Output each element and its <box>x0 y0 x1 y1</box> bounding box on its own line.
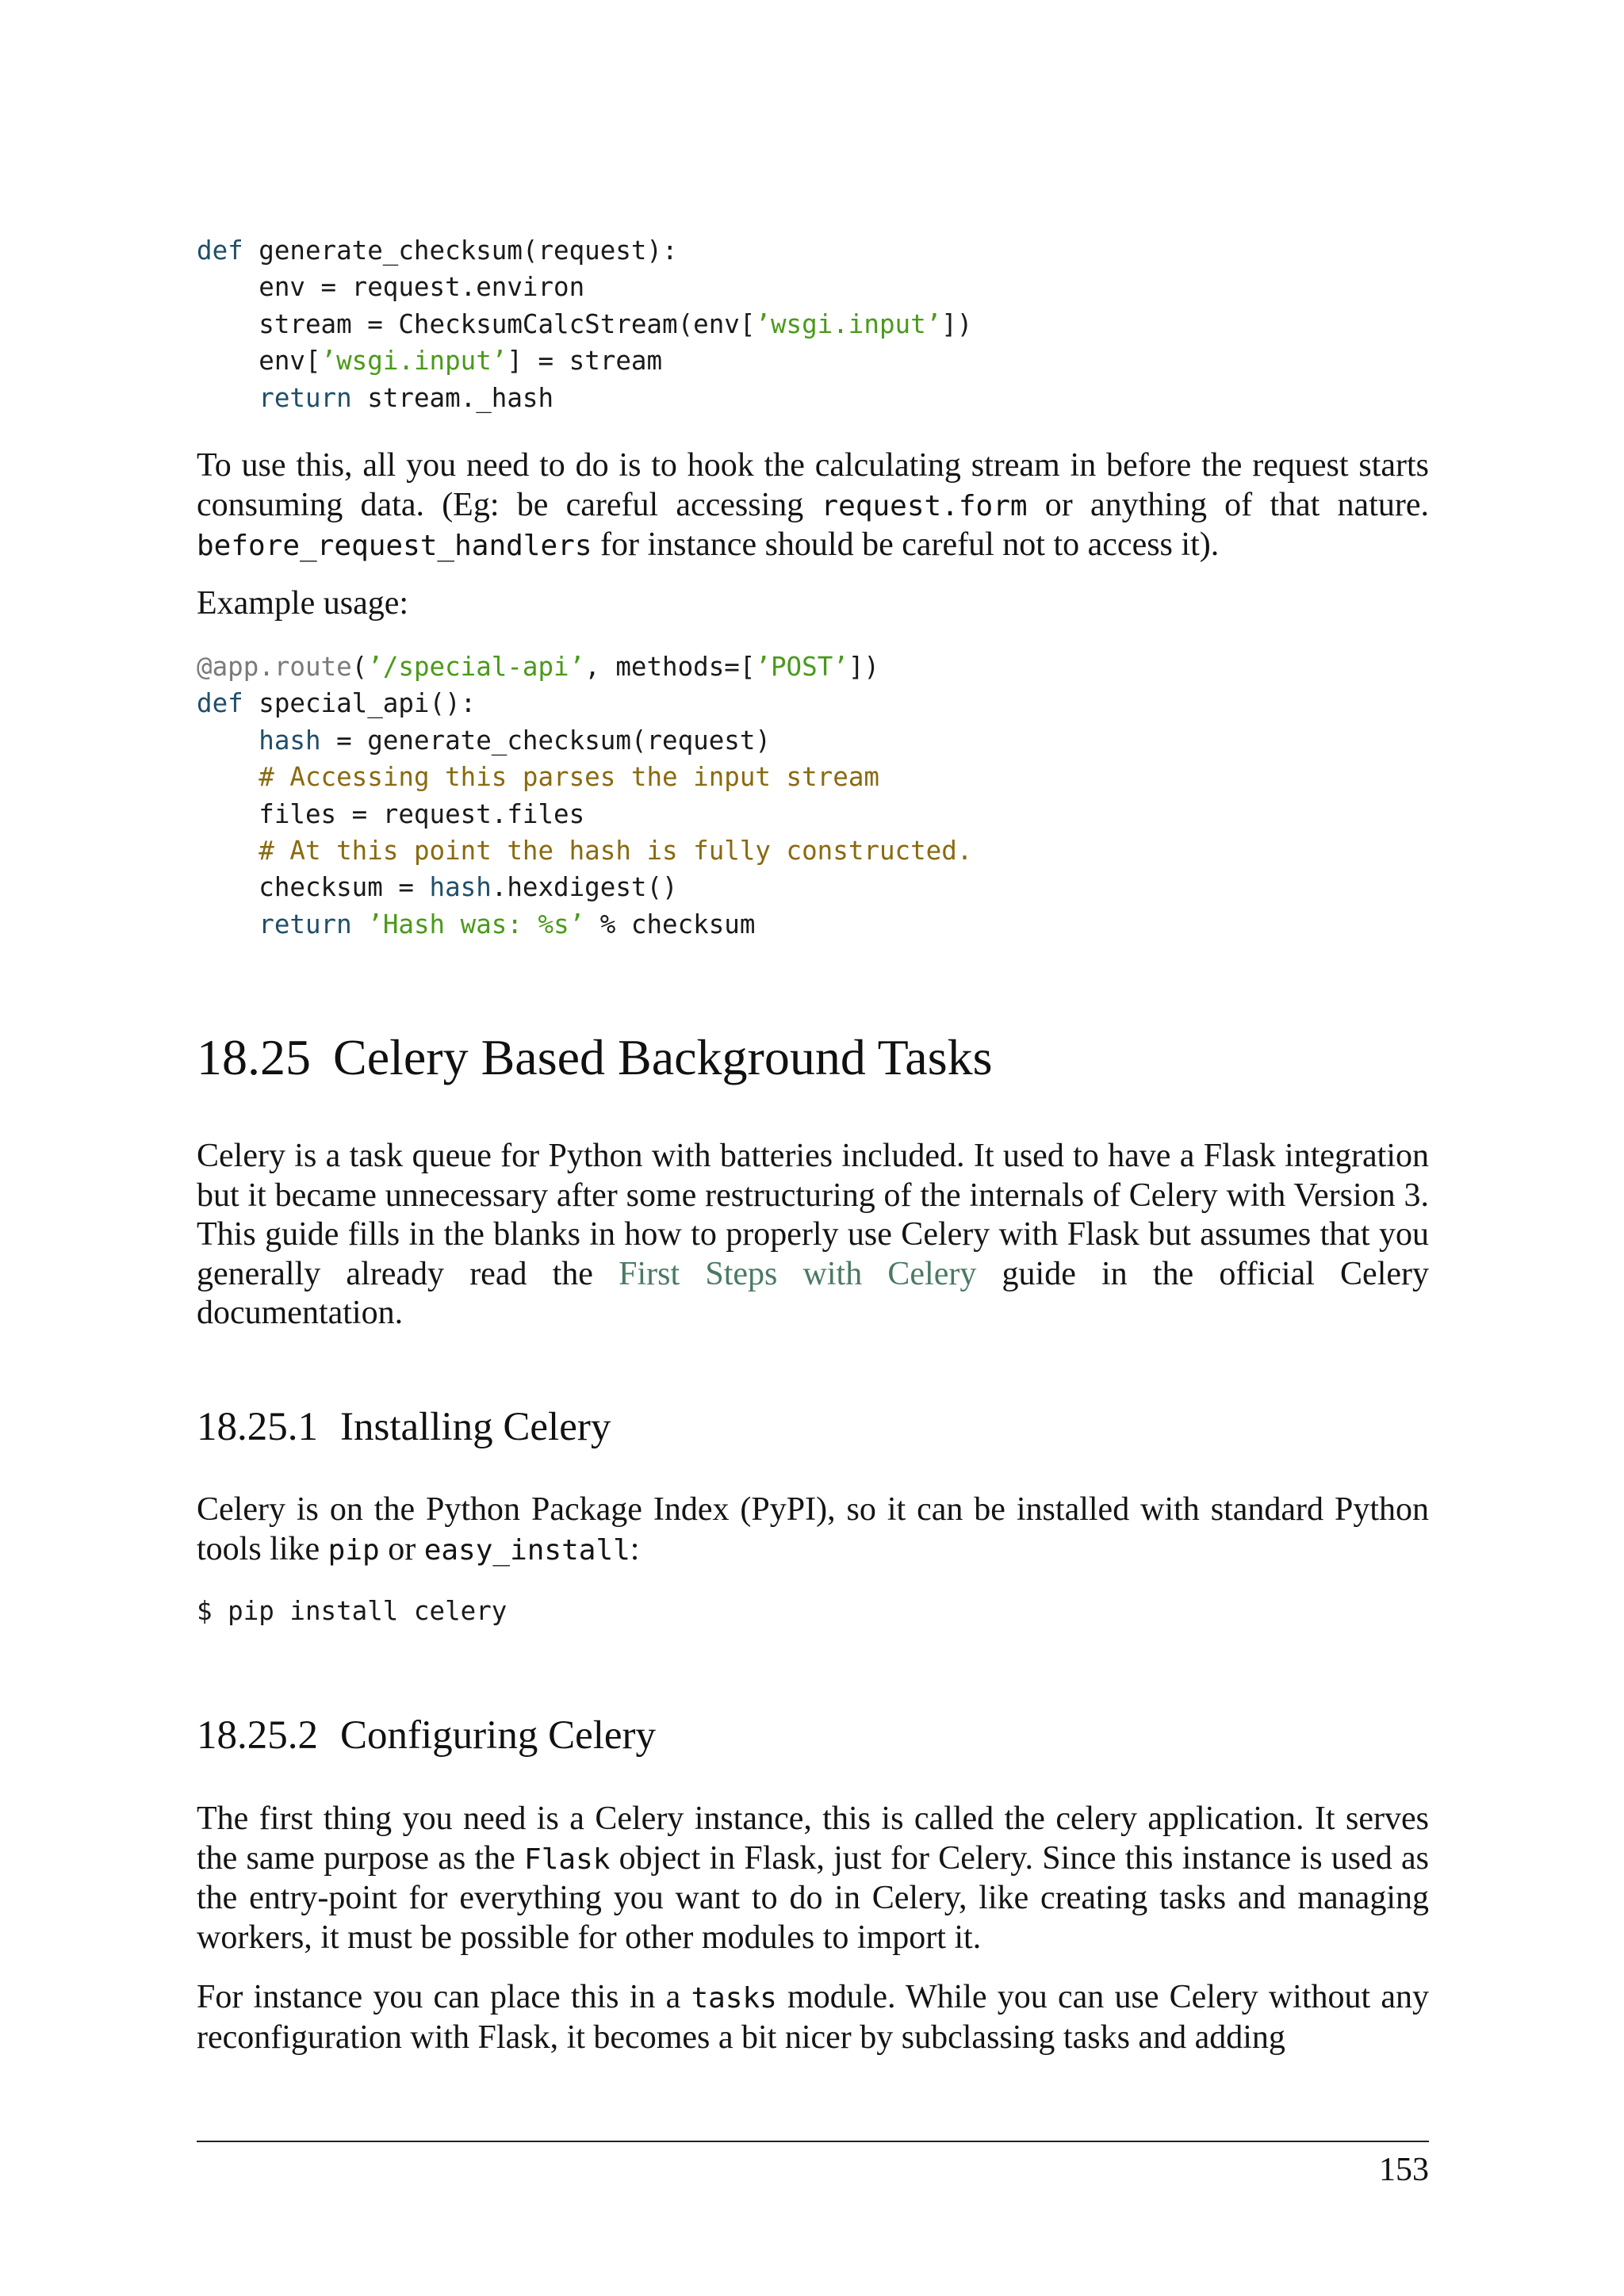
code-block-pip-install: $ pip install celery <box>197 1596 508 1626</box>
paragraph-tasks-module: For instance you can place this in a tasks module. While you can use Celery without any reconfiguration with Flask, it becomes a bit nicer by subclassing tasks and adding <box>197 1979 1429 2056</box>
subsection-heading-configuring: 18.25.2 Configuring Celery <box>197 1713 657 1758</box>
paragraph-celery-intro: Celery is a task queue for Python with batteries included. It used to have a Flask integration but it became unnecessary after some restructuring of the internals of Celery with Version 3. This guide fills in the blanks in how to properly use Celery with Flask but assumes that you generally already read the First Steps with Celery guide in the official Celery documentation. <box>197 1138 1429 1331</box>
first-steps-with-celery-link[interactable]: First Steps with Celery <box>619 1255 977 1292</box>
paragraph-installing: Celery is on the Python Package Index (PyPI), so it can be installed with standard Python tools like pip or easy_install: <box>197 1491 1429 1567</box>
code-block-special-api: @app.route(’/special-api’, methods=[’POST’]) def special_api(): hash = generate_checksum(request) # Accessing this parses the input stream files = request.files # At this point the hash is fully constructed. checksum = hash.hexdigest() return ’Hash was: %s’ % checksum <box>197 652 973 939</box>
footer-rule <box>197 2141 1429 2142</box>
code-block-generate-checksum: def generate_checksum(request): env = request.environ stream = ChecksumCalcStream(env[’wsgi.input’]) env[’wsgi.input’] = stream return stream._hash <box>197 235 973 413</box>
section-heading: 18.25 Celery Based Background Tasks <box>197 1029 993 1085</box>
paragraph-celery-instance: The first thing you need is a Celery instance, this is called the celery application. It serves the same purpose as the Flask object in Flask, just for Celery. Since this instance is used as the entry-point for everything you want to do in Celery, like creating tasks and managing workers, it must be possible for other modules to import it. <box>197 1800 1429 1956</box>
subsection-heading-installing: 18.25.1 Installing Celery <box>197 1405 611 1449</box>
paragraph-hook-stream: To use this, all you need to do is to hook the calculating stream in before the request starts consuming data. (Eg: be careful accessing request.form or anything of that nature. before_request_handlers for instance should be careful not to access it). <box>197 447 1429 563</box>
example-usage-label: Example usage: <box>197 585 409 622</box>
document-page <box>197 0 1429 2296</box>
page-number: 153 <box>1379 2152 1429 2188</box>
